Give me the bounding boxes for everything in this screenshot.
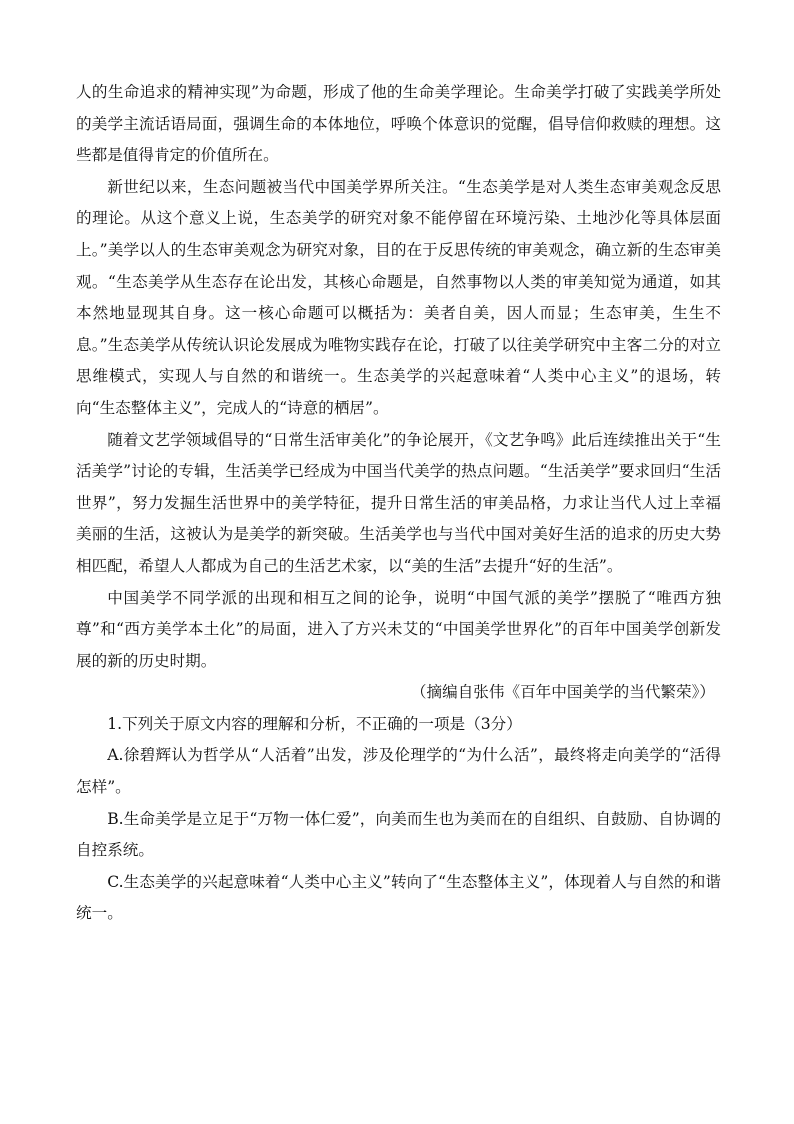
question-option-a: A.徐碧辉认为哲学从“人活着”出发，涉及伦理学的“为什么活”，最终将走向美学的“活得怎样”。 — [76, 746, 721, 797]
paragraph-life-aesthetics: 人的生命追求的精神实现”为命题，形成了他的生命美学理论。生命美学打破了实践美学所处的美学主流话语局面，强调生命的本体地位，呼唤个体意识的觉醒，倡导信仰救赎的理想。这些都是值得肯定的价值所在。 — [76, 83, 721, 165]
paragraph-conclusion: 中国美学不同学派的出现和相互之间的论争，说明“中国气派的美学”摆脱了“唯西方独尊”和“西方美学本土化”的局面，进入了方兴未艾的“中国美学世界化”的百年中国美学创新发展的新的历史时期。 — [76, 588, 721, 670]
paragraph-eco-aesthetics: 新世纪以来，生态问题被当代中国美学界所关注。“生态美学是对人类生态审美观念反思的理论。从这个意义上说，生态美学的研究对象不能停留在环境污染、土地沙化等具体层面上。”美学以人的生态审美观念为研究对象，目的在于反思传统的审美观念，确立新的生态审美观。“生态美学从生态存在论出发，其核心命题是，自然事物以人类的审美知觉为通道，如其本然地显现其自身。这一核心命题可以概括为：美者自美，因人而显；生态审美，生生不息。”生态美学从传统认识论发展成为唯物实践存在论，打破了以往美学研究中主客二分的对立思维模式，实现人与自然的和谐统一。生态美学的兴起意味着“人类中心主义”的退场，转向“生态整体主义”，完成人的“诗意的栖居”。 — [76, 177, 721, 417]
question-stem: 1.下列关于原文内容的理解和分析，不正确的一项是（3分） — [107, 714, 522, 733]
paragraph-living-aesthetics: 随着文艺学领域倡导的“日常生活审美化”的争论展开，《文艺争鸣》此后连续推出关于“生活美学”讨论的专辑，生活美学已经成为中国当代美学的热点问题。“生活美学”要求回归“生活世界”，努力发掘生活世界中的美学特征，提升日常生活的审美品格，力求让当代人过上幸福美丽的生活，这被认为是美学的新突破。生活美学也与当代中国对美好生活的追求的历史大势相匹配，希望人人都成为自己的生活艺术家，以“美的生活”去提升“好的生活”。 — [76, 430, 721, 575]
source-citation: （摘编自张伟《百年中国美学的当代繁荣》） — [410, 683, 715, 702]
question-option-b: B.生命美学是立足于“万物一体仁爱”，向美而生也为美而在的自组织、自鼓励、自协调的自控系统。 — [76, 809, 721, 860]
document-page — [76, 77, 721, 930]
question-option-c: C.生态美学的兴起意味着“人类中心主义”转向了“生态整体主义”，体现着人与自然的和谐统一。 — [76, 872, 721, 923]
